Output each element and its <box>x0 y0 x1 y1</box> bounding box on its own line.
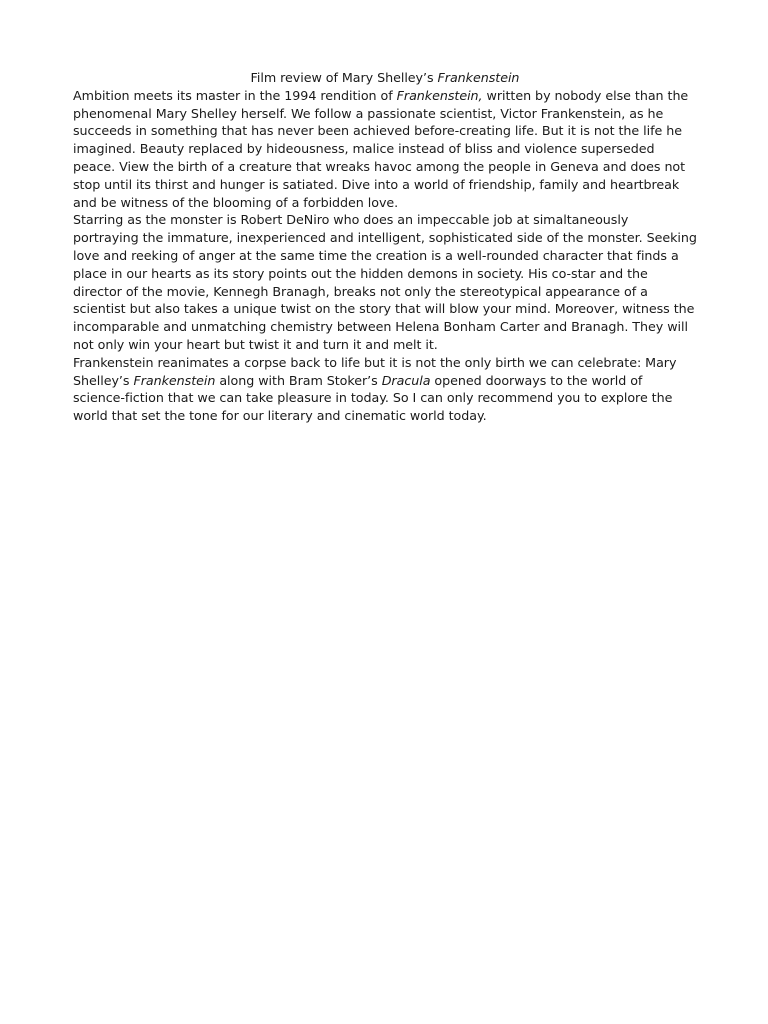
title-text: Film review of Mary Shelley’s <box>250 70 438 85</box>
paragraph-1 <box>73 87 697 212</box>
paragraph-3 <box>73 354 697 425</box>
title-italic: Frankenstein <box>437 70 520 85</box>
paragraphs-container <box>73 87 697 425</box>
italic-text: Dracula <box>381 372 431 388</box>
paragraph-text: Frankenstein reanimates a corpse back to life but it is not the only birth we can celebrate: Mary Shelley’s <box>73 354 677 388</box>
italic-text: Frankenstein, <box>396 87 483 103</box>
paragraph-text: Ambition meets its master in the 1994 rendition of <box>73 87 397 103</box>
italic-text: Frankenstein <box>133 372 216 388</box>
paragraph-text: opened doorways to the world of science-fiction that we can take pleasure in today. So I can only recommend you to explore the world that set the tone for our literary and cinematic world today. <box>73 372 673 424</box>
paragraph-2 <box>73 211 697 353</box>
paragraph-text: Starring as the monster is Robert DeNiro who does an impeccable job at simaltaneously portraying the immature, inexperienced and intelligent, sophisticated side of the monster. Seeking love and reeking of anger at the same time the creation is a well-rounded character that finds a place in our hearts as its story points out the hidden demons in society. His co-star and the director of the movie, Kennegh Branagh, breaks not only the stereotypical appearance of a scientist but also takes a unique twist on the story that will blow your mind. Moreover, witness the incomparable and unmatching chemistry between Helena Bonham Carter and Branagh. They will not only win your heart but twist it and turn it and melt it. <box>73 212 697 352</box>
paragraph-text: written by nobody else than the phenomenal Mary Shelley herself. We follow a passionate scientist, Victor Frankenstein, as he succeeds in something that has never been achieved before-creating life. But it is not the life he imagined. Beauty replaced by hideousness, malice instead of bliss and violence superseded peace. View the birth of a creature that wreaks havoc among the people in Geneva and does not stop until its thirst and hunger is satiated. Dive into a world of friendship, family and heartbreak and be witness of the blooming of a forbidden love. <box>73 87 689 210</box>
document-title <box>73 69 697 87</box>
paragraph-text: along with Bram Stoker’s <box>215 372 382 388</box>
document-body <box>73 69 697 425</box>
